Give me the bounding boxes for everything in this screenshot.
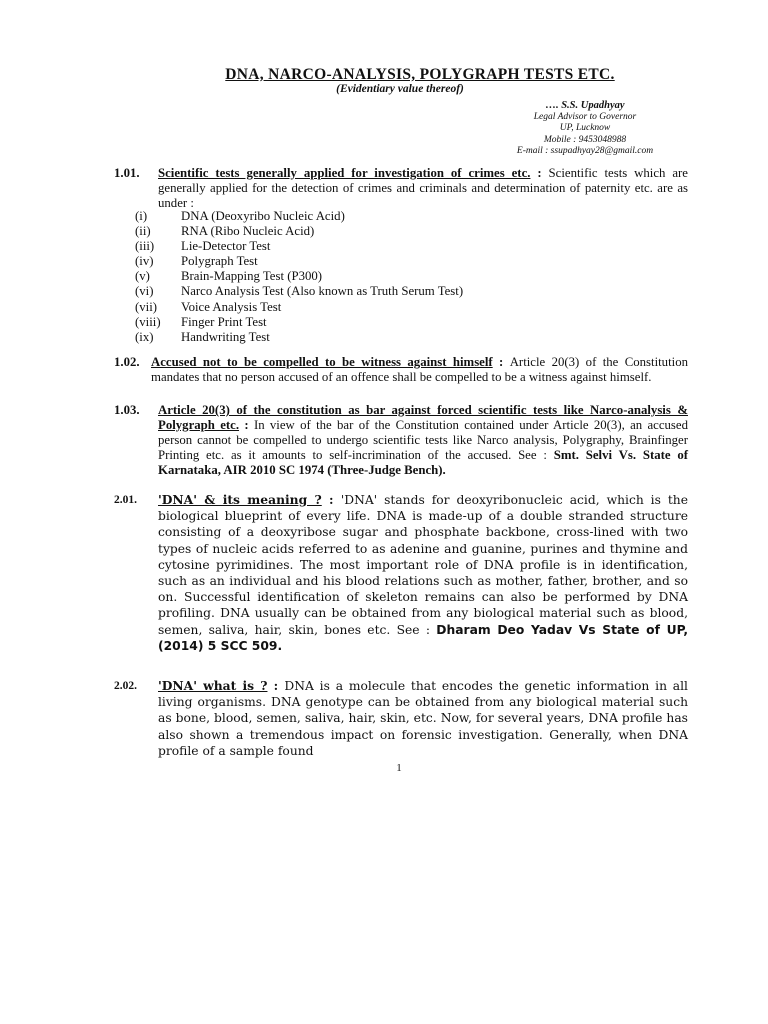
section-number-1-03: 1.03.: [114, 403, 140, 417]
list-item-text: Voice Analysis Test: [181, 299, 282, 314]
section-text-2-01: 'DNA' stands for deoxyribonucleic acid, which is the biological blueprint of every life. DNA is made-up of a double stranded structure consisting of a deoxyribose sugar and phosphate backbone, cross-lined with two types of nucleic acids referred to as adenine and guanine, purines and thymine and cytosine pyrimidines. The most important role of DNA profile is in identification, such as an individual and his blood relations such as mother, father, brother, and so on. Successful identification of skeleton remains can also be performed by DNA profiling. DNA usually can be obtained from any biological material such as blood, semen, saliva, hair, skin, bones etc. See :: [158, 493, 688, 637]
list-item-roman: (viii): [135, 314, 161, 329]
list-item: [135, 269, 463, 284]
section-text-1-01: Scientific tests which are generally applied for the detection of crimes and criminals and determination of paternity etc. are as under :: [158, 166, 688, 210]
section-2-02: [158, 678, 688, 759]
list-item-text: Finger Print Test: [181, 314, 267, 329]
section-text-1-03: In view of the bar of the Constitution contained under Article 20(3), an accused person cannot be compelled to undergo scientific tests like Narco analysis, Polygraphy, Brainfinger Printing etc. as it amounts to self-incrimination of the accused. See :: [158, 418, 688, 462]
list-item: [135, 284, 463, 299]
list-item: [135, 239, 463, 254]
section-text-1-02: Article 20(3) of the Constitution mandates that no person accused of an offence shall be compelled to be a witness against himself.: [151, 355, 688, 384]
section-number-1-01: 1.01.: [114, 166, 140, 180]
section-heading-1-03: Article 20(3) of the constitution as bar against forced scientific tests like Narco-analysis & Polygraph etc.: [158, 403, 688, 432]
section-1-02: [151, 355, 688, 385]
section-heading-2-01: 'DNA' & its meaning ?: [158, 492, 322, 507]
author-email: E-mail : ssupadhyay28@gmail.com: [516, 146, 654, 156]
scientific-tests-list: [135, 209, 463, 345]
list-item: [135, 224, 463, 239]
section-1-03: [158, 403, 688, 478]
list-item-roman: (iii): [135, 239, 155, 254]
list-item-text: Polygraph Test: [181, 254, 258, 269]
list-item: [135, 300, 463, 315]
list-item: [135, 330, 463, 345]
section-heading-2-02: 'DNA' what is ?: [158, 678, 268, 693]
list-item-text: Lie-Detector Test: [181, 239, 271, 254]
section-number-2-01: 2.01.: [114, 494, 137, 506]
document-title: DNA, NARCO-ANALYSIS, POLYGRAPH TESTS ETC.: [225, 66, 615, 83]
list-item: [135, 315, 463, 330]
author-block: [500, 100, 670, 158]
case-citation: Smt. Selvi Vs. State of Karnataka, AIR 2010 SC 1974 (Three-Judge Bench).: [158, 448, 688, 477]
section-number-1-02: 1.02.: [114, 355, 140, 369]
separator: :: [530, 166, 549, 180]
list-item-text: Narco Analysis Test (Also known as Truth Serum Test): [181, 284, 464, 299]
case-citation: Dharam Deo Yadav Vs State of UP, (2014) 5 SCC 509.: [158, 622, 688, 653]
author-name: …. S.S. Upadhyay: [545, 100, 625, 111]
separator: :: [321, 492, 341, 507]
author-mobile: Mobile : 9453048988: [543, 134, 627, 145]
list-item-roman: (vi): [135, 284, 154, 299]
list-item-text: RNA (Ribo Nucleic Acid): [181, 224, 315, 239]
list-item-roman: (vii): [135, 299, 158, 314]
document-subtitle: (Evidentiary value thereof): [336, 83, 464, 95]
section-2-01: [158, 492, 688, 654]
section-heading-1-02: Accused not to be compelled to be witness against himself: [151, 355, 493, 369]
list-item-text: Handwriting Test: [181, 329, 270, 344]
page-number: 1: [396, 762, 402, 774]
list-item-text: Brain-Mapping Test (P300): [181, 269, 323, 284]
separator: :: [492, 355, 510, 369]
author-designation: Legal Advisor to Governor: [533, 111, 637, 122]
list-item-roman: (ix): [135, 329, 154, 344]
separator: :: [239, 418, 254, 432]
author-location: UP, Lucknow: [559, 123, 611, 133]
list-item-roman: (ii): [135, 224, 151, 239]
list-item: [135, 209, 463, 224]
list-item: [135, 254, 463, 269]
section-number-2-02: 2.02.: [114, 680, 137, 692]
list-item-roman: (i): [135, 209, 148, 223]
list-item-text: DNA (Deoxyribo Nucleic Acid): [181, 209, 345, 223]
list-item-roman: (v): [135, 269, 150, 284]
section-text-2-02: DNA is a molecule that encodes the genetic information in all living organisms. DNA genotype can be obtained from any biological material such as bone, blood, semen, saliva, hair, skin, etc. Now, for several years, DNA profile has also shown a tremendous impact on forensic investigation. Generally, when DNA profile of a sample found: [158, 679, 688, 758]
separator: :: [267, 678, 285, 693]
section-heading-1-01: Scientific tests generally applied for investigation of crimes etc.: [158, 166, 531, 180]
section-1-01: [158, 166, 688, 211]
list-item-roman: (iv): [135, 254, 154, 269]
